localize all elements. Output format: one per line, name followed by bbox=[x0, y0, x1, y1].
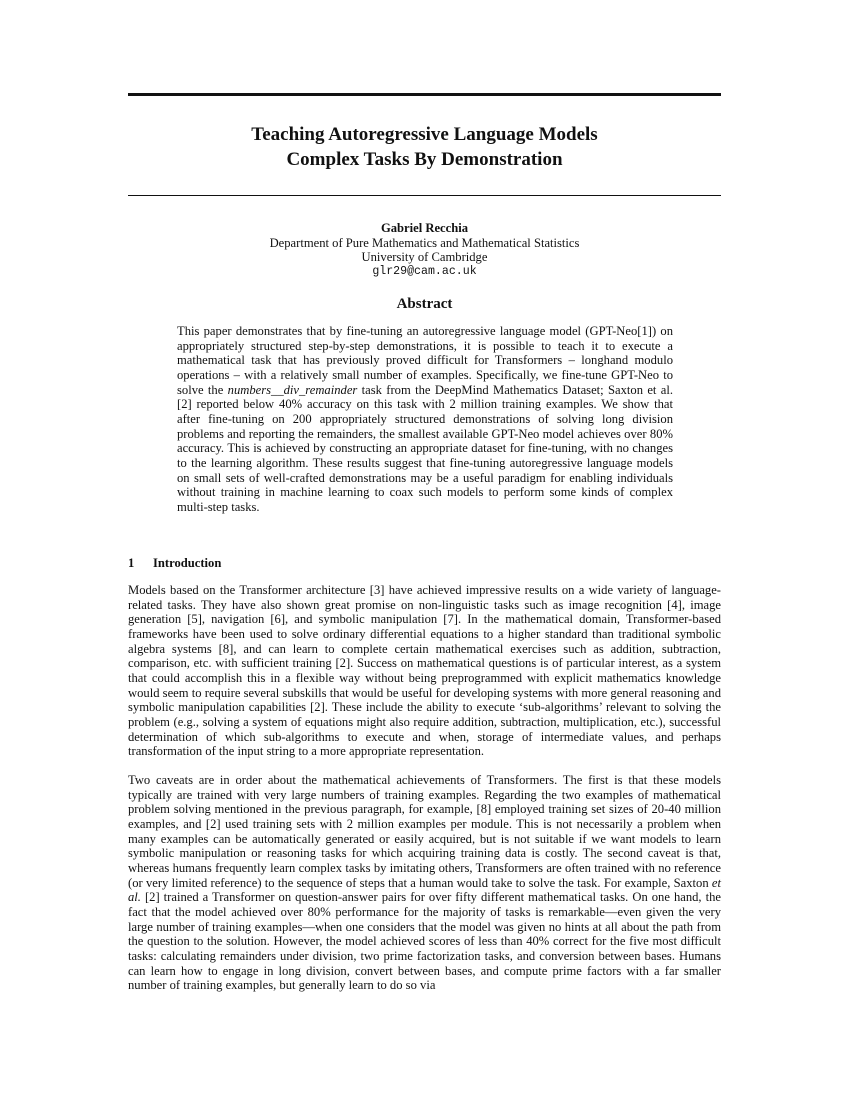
paragraph-2-et-al: et al. bbox=[128, 875, 721, 905]
abstract-task-name: numbers__div_remainder bbox=[227, 382, 358, 397]
abstract-body bbox=[177, 324, 673, 515]
author-department: Department of Pure Mathematics and Mathematical Statistics bbox=[269, 235, 580, 250]
title-line-2: Complex Tasks By Demonstration bbox=[286, 149, 563, 170]
title-bottom-rule bbox=[128, 195, 721, 196]
section-title: Introduction bbox=[153, 556, 222, 570]
paper-title bbox=[128, 122, 721, 172]
section-number: 1 bbox=[128, 556, 135, 570]
title-line-1: Teaching Autoregressive Language Models bbox=[251, 124, 598, 145]
author-name: Gabriel Recchia bbox=[380, 221, 469, 235]
paragraph-2-text-part-2: [2] trained a Transformer on question-answer pairs for over fifty different mathematical tasks. On one hand, the fact that the model achieved over 80% performance for the majority of tasks is remarkable—even given the very large number of training examples—when one considers that the model was given no hints at all about the path from the question to the solution. However, the model achieved scores of less than 40% correct for the five most difficult tasks: calculating remainders under division, two prime factorization tasks, and conversion between bases. Humans can learn how to engage in long division, convert between bases, and compute prime factors with a far smaller number of training examples, but generally learn to do so via bbox=[128, 890, 721, 993]
abstract-heading: Abstract bbox=[396, 296, 453, 312]
author-institution: University of Cambridge bbox=[361, 250, 488, 264]
abstract-text-part-2: task from the DeepMind Mathematics Dataset; Saxton et al. [2] reported below 40% accuracy on this task with 2 million training examples. We show that after fine-tuning on 200 appropriately structured demonstrations of solving long division problems and reporting the remainders, the smallest available GPT-Neo model achieves over 80% accuracy. This is achieved by constructing an appropriate dataset for fine-tuning, with no changes to the learning algorithm. These results suggest that fine-tuning autoregressive language models on small sets of well-crafted demonstrations may be a useful paradigm for enabling individuals without training in machine learning to coax such models to perform some kinds of complex multi-step tasks. bbox=[177, 382, 673, 514]
section-heading-introduction bbox=[128, 556, 721, 571]
abstract-text-part-1: This paper demonstrates that by fine-tuning an autoregressive language model (GPT-Neo[1]) on appropriately structured step-by-step demonstrations, it is possible to teach it to execute a mathematical task that has previously proved difficult for Transformers – longhand modulo operations – with a relatively small number of examples. Specifically, we fine-tune GPT-Neo to solve the bbox=[177, 324, 673, 397]
introduction-paragraph-1: Models based on the Transformer architecture [3] have achieved impressive results on a wide variety of language-related tasks. They have also shown great promise on non-linguistic tasks such as image recognition [4], image generation [5], navigation [6], and symbolic manipulation [7]. In the mathematical domain, Transformer-based frameworks have been used to solve ordinary differential equations to a higher standard than traditional symbolic algebra systems [8], and can learn to complete certain mathematical exercises such as addition, subtraction, comparison, etc. with sufficient training [2]. Success on mathematical questions is of particular interest, as a system that could accomplish this in a flexible way without being preprogrammed with explicit mathematics knowledge would seem to require several subskills that would be useful for developing systems with more general reasoning and symbolic manipulation capabilities [2]. These include the ability to execute ‘sub-algorithms’ relevant to solving the problem (e.g., solving a system of equations might also require addition, subtraction, multiplication, etc.), successful determination of which sub-algorithms to execute and when, storage of intermediate values, and perhaps transformation of the input string to a more appropriate representation. bbox=[128, 583, 721, 759]
author-email: glr29@cam.ac.uk bbox=[372, 264, 477, 278]
introduction-paragraph-2 bbox=[128, 773, 721, 993]
title-top-rule bbox=[128, 93, 721, 96]
author-block bbox=[128, 221, 721, 279]
paragraph-2-text-part-1: Two caveats are in order about the mathematical achievements of Transformers. The first is that these models typically are trained with very large numbers of training examples. Regarding the two examples of mathematical problem solving mentioned in the previous paragraph, for example, [8] employed training set sizes of 20-40 million examples, and [2] used training sets with 2 million examples per module. This is not necessarily a problem when many examples can be automatically generated or easily acquired, but is not suitable if we want models to learn symbolic manipulation or reasoning tasks for which acquiring training data is costly. The second caveat is that, whereas humans frequently learn complex tasks by imitating others, Transformers are often trained with no reference (or very limited reference) to the sequence of steps that a human would take to solve the task. For example, Saxton bbox=[128, 773, 721, 890]
